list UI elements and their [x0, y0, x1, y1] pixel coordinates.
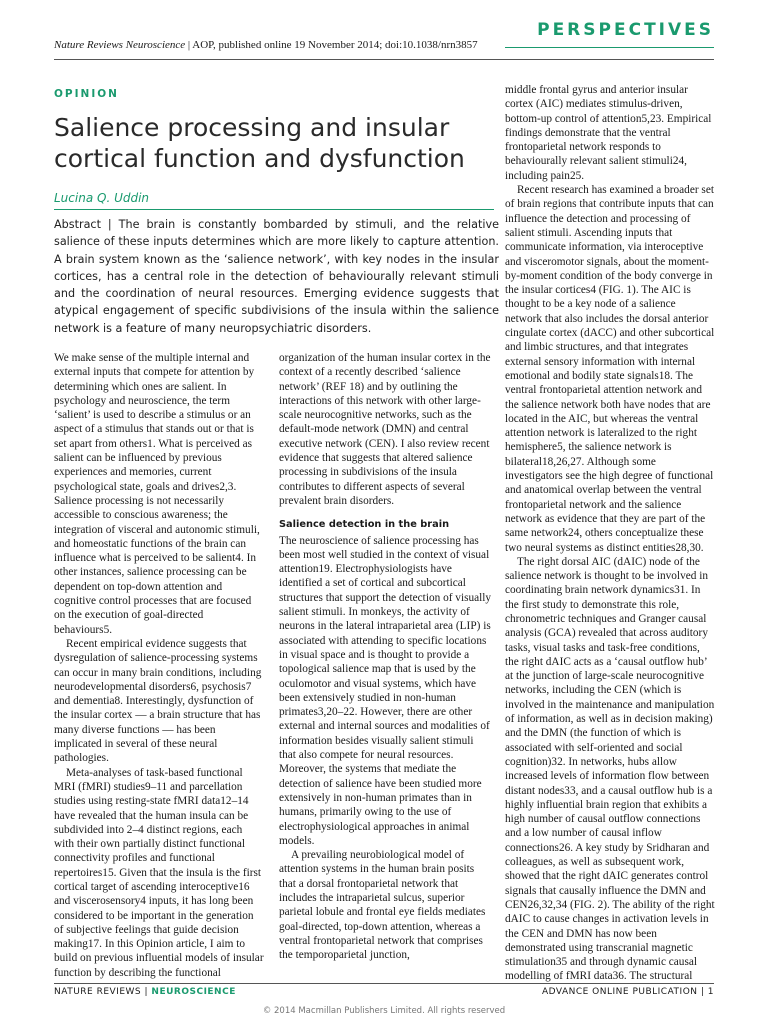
column-3 — [505, 83, 715, 984]
paragraph: A prevailing neurobiological model of attention systems in the human brain posits that a dorsal frontoparietal network that includes the intraparietal sulcus, superior parietal lobule and frontal eye fields mediates goal-directed, top-down attention, whereas a ventral frontoparietal network that comprises the temporoparietal junction, — [279, 849, 486, 962]
paragraph: Recent empirical evidence suggests that dysregulation of salience-processing systems can occur in many brain conditions, including neurodevelopmental disorders6, psychosis7 and dementia8. Interestingly, dysfunction of the insular cortex — a brain structure that has many diverse functions — has been implicated in several of these neural pathologies. — [54, 637, 262, 765]
header-rule — [54, 59, 714, 60]
article-category: OPINION — [54, 88, 119, 100]
journal-name: Nature Reviews Neuroscience — [54, 39, 186, 51]
paragraph: middle frontal gyrus and anterior insular cortex (AIC) mediates stimulus-driven, bottom-up control of attention5,23. Empirical findings demonstrate that the ventral frontoparietal network responds to behaviourally relevant salient stimuli24, including pain25. — [505, 84, 712, 182]
author-rule — [54, 209, 494, 210]
footer-journal-name: NATURE REVIEWS — [54, 987, 142, 997]
banner-rule — [505, 47, 714, 48]
article-author: Lucina Q. Uddin — [54, 191, 150, 205]
paragraph: Recent research has examined a broader set of brain regions that contribute inputs that can influence the detection and processing of salient stimuli. Ascending inputs that communicate information, via interoceptive and visceromotor signals, about the moment-by-moment condition of the body converge in the insular cortices4 (FIG. 1). The AIC is thought to be a key node of a salience network that also includes the dorsal anterior cingulate cortex (dACC) and other subcortical and limbic structures, and that integrates external sensory information with internal emotional and bodily state signals18. The ventral frontoparietal attention network and the salience network both have nodes that are located in the AIC, but whereas the ventral attention network is lateralized to the right hemisphere5, the salience network is bilateral18,26,27. Although some investigators see the high degree of functional and anatomical overlap between the ventral frontoparietal network and the salience network as evidence that they are part of the same network24, others conceptualize these two neural systems as distinct entities28,30. — [505, 184, 715, 554]
journal-citation — [54, 39, 478, 51]
paragraph: organization of the human insular cortex in the context of a recently described ‘salience network’ (REF 18) and by outlining the interactions of this network with other large-scale neurocognitive networks, such as the default-mode network (DMN) and central executive network (CEN). I also review recent evidence that suggests that altered salience processing in subdivisions of the insula contributes to different aspects of several prevalent brain disorders. — [279, 352, 491, 507]
paragraph: The right dorsal AIC (dAIC) node of the salience network is thought to be involved in coordinating brain network dynamics31. In the first study to demonstrate this role, chronometric techniques and Granger causal analysis (GCA) revealed that across auditory tasks, visual tasks and task-free conditions, the right dAIC acts as a ‘causal outflow hub’ at the junction of large-scale neurocognitive networks, including the CEN (which is involved in the maintenance and manipulation of information, as well as in decision making) and the DMN (the function of which is associated with self-oriented and social cognition)32. In networks, hubs allow increased levels of information flow between distant nodes33, and a causal outflow hub is a highly influential brain region that exhibits a high number of causal outflow connections and a low number of causal inflow connections26. A key study by Sridharan and colleagues, as well as subsequent work, showed that the right dAIC generates control signals that causally influence the DMN and CEN26,32,34 (FIG. 2). The ability of the right dAIC to cause changes in activation levels in the CEN and DMN has now been demonstrated using transcranial magnetic stimulation35 and through dynamic causal modelling of fMRI data36. The structural — [505, 555, 715, 983]
section-banner: PERSPECTIVES — [537, 20, 714, 40]
journal-doi: | AOP, published online 19 November 2014; doi:10.1038/nrn3857 — [185, 39, 478, 51]
paragraph: We make sense of the multiple internal and external inputs that compete for attention by determining which ones are salient. In psychology and neuroscience, the term ‘salient’ is used to describe a stimulus or an aspect of a stimulus that stands out or that is set apart from others1. What is perceived as salient can be influenced by previous experiences and memories, current psychological state, goals and drives2,3. Salience processing is not necessarily accessible to conscious awareness; the integration of visceral and autonomic stimuli, and homeostatic functions of the brain can influence what is perceived to be salient4. In other instances, salience processing can be dependent on top-down attention and cognitive control processes that are focused on the execution of goal-directed behaviours5. — [54, 352, 260, 636]
copyright-notice: © 2014 Macmillan Publishers Limited. All rights reserved — [262, 1006, 506, 1016]
footer-rule — [54, 983, 714, 984]
footer-page-info: ADVANCE ONLINE PUBLICATION | 1 — [541, 987, 714, 997]
article-title: Salience processing and insular cortical function and dysfunction — [54, 113, 465, 173]
column-2 — [279, 351, 492, 962]
footer-journal: NATURE REVIEWS | NEUROSCIENCE — [54, 987, 236, 997]
section-heading: Salience detection in the brain — [279, 519, 450, 531]
article-abstract: Abstract | The brain is constantly bombarded by stimuli, and the relative salience of these inputs determines which are more likely to capture attention. A brain system known as the ‘salience network’, with key nodes in the insular cortices, has a central role in the detection of behaviourally relevant stimuli and the coordination of neural resources. Emerging evidence suggests that atypical engagement of specific subdivisions of the insula within the salience network is a feature of many neuropsychiatric disorders. — [54, 218, 499, 335]
paragraph: Meta-analyses of task-based functional MRI (fMRI) studies9–11 and parcellation studies using resting-state fMRI data12–14 have revealed that the human insula can be subdivided into 2–4 distinct regions, each with their own partially distinct functional connectivity profiles and functional repertoires15. Given that the insula is the first cortical target of ascending interoceptive16 and viscerosensory4 inputs, it has long been considered to be important in the generation of subjective feelings that guide decision making17. In this Opinion article, I aim to build on previous influential models of insular function by describing the functional — [54, 766, 264, 979]
column-1 — [54, 351, 264, 980]
paragraph: The neuroscience of salience processing has been most well studied in the context of visual attention19. Electrophysiologists have identified a set of cortical and subcortical structures that support the detection of visually salient stimuli. In monkeys, the activity of neurons in the lateral intraparietal area (LIP) is associated with attending to specific locations in visual space and is thought to provide a topological salience map that is used by the oculomotor and visual systems, which have been extensively studied in non-human primates3,20–22. However, there are other external and internal sources and modalities of information besides visually salient stimuli that also compete for neural resources. Moreover, the systems that mediate the detection of salience have been studied more extensively in non-human primates than in humans, primarily owing to the use of electrophysiological approaches in animal models. — [279, 534, 492, 847]
footer-journal-subject: NEUROSCIENCE — [151, 987, 236, 997]
